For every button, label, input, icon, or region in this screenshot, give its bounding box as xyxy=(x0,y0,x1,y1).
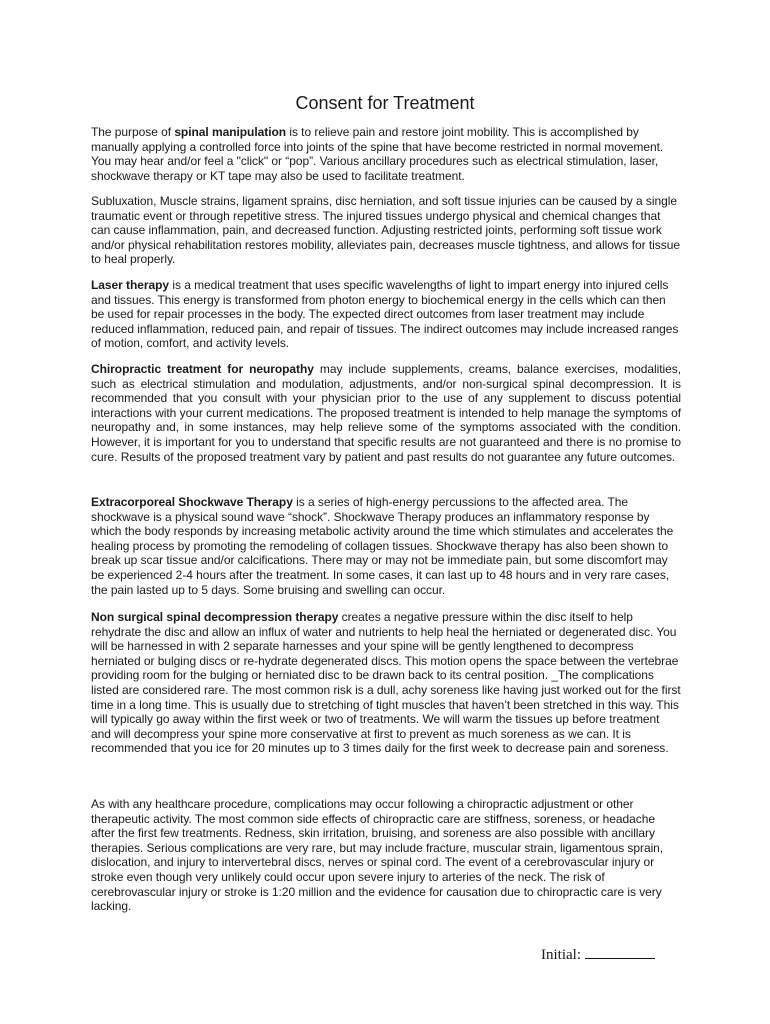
paragraph-body: is to relieve pain and restore joint mobility. This is accomplished by manually applying a controlled force into joints of the spine that have become restricted in normal movement. You may hear and/or feel a "click" or “pop”. Various ancillary procedures such as electrical stimulation, laser, shockwave therapy or KT tape may also be used to facilitate treatment. xyxy=(91,125,664,183)
paragraph-body: is a medical treatment that uses specific wavelengths of light to impart energy into injured cells and tissues. This energy is transformed from photon energy to biochemical energy in the cells which can then be used for repair processes in the body. The expected direct outcomes from laser treatment may include reduced inflammation, reduced pain, and repair of tissues. The indirect outcomes may include increased ranges of motion, comfort, and activity levels. xyxy=(91,278,679,351)
term-spinal-manipulation: spinal manipulation xyxy=(174,125,287,139)
laser-therapy-paragraph xyxy=(91,278,681,351)
page-title: Consent for Treatment xyxy=(295,93,475,113)
spinal-manipulation-paragraph xyxy=(91,125,681,183)
initial-signature-line[interactable] xyxy=(585,944,655,959)
term-spinal-decompression: Non surgical spinal decompression therapy xyxy=(91,610,339,624)
neuropathy-paragraph xyxy=(91,362,681,464)
initial-label: Initial: xyxy=(541,947,581,963)
initial-field xyxy=(541,944,655,964)
decompression-paragraph xyxy=(91,610,681,756)
paragraph-body: Subluxation, Muscle strains, ligament sprains, disc herniation, and soft tissue injuries can be caused by a single traumatic event or through repetitive stress. The injured tissues undergo physical and chemical changes that can cause inflammation, pain, and decreased function. Adjusting restricted joints, performing soft tissue work and/or physical rehabilitation restores mobility, alleviates pain, decreases muscle tightness, and allows for tissue to heal properly. xyxy=(91,194,680,267)
subluxation-paragraph xyxy=(91,194,681,267)
paragraph-lead: The purpose of xyxy=(91,125,175,139)
term-neuropathy-treatment: Chiropractic treatment for neuropathy xyxy=(91,362,314,376)
shockwave-paragraph xyxy=(91,495,681,597)
paragraph-body: is a series of high-energy percussions to the affected area. The shockwave is a physical sound wave “shock”. Shockwave Therapy produces an inflammatory response by which the body responds by increasing metabolic activity around the time which stimulates and accelerates the healing process by promoting the remodeling of collagen tissues. Shockwave therapy has also been shown to break up scar tissue and/or calcifications. There may or may not be immediate pain, but some discomfort may be experienced 2-4 hours after the treatment. In some cases, it can last up to 48 hours and in very rare cases, the pain lasted up to 5 days. Some bruising and swelling can occur. xyxy=(91,495,674,597)
paragraph-body: As with any healthcare procedure, complications may occur following a chiropractic adjustment or other therapeutic activity. The most common side effects of chiropractic care are stiffness, soreness, or headache after the first few treatments. Redness, skin irritation, bruising, and soreness are also possible with ancillary therapies. Serious complications are very rare, but may include fracture, muscular strain, ligamentous sprain, dislocation, and injury to intervertebral discs, nerves or spinal cord. The event of a cerebrovascular injury or stroke even though very unlikely could occur upon severe injury to arteries of the neck. The risk of cerebrovascular injury or stroke is 1:20 million and the evidence for causation due to chiropractic care is very lacking. xyxy=(91,797,664,914)
complications-paragraph xyxy=(91,797,681,914)
paragraph-body: may include supplements, creams, balance exercises, modalities, such as electrical stimulation and modulation, adjustments, and/or non-surgical spinal decompression. It is recommended that you consult with your physician prior to the use of any supplement to discuss potential interactions with your current medications. The proposed treatment is intended to help manage the symptoms of neuropathy and, in some instances, may help relieve some of the symptoms associated with the condition. However, it is important for you to understand that specific results are not guaranteed and there is no promise to cure. Results of the proposed treatment vary by patient and past results do not guarantee any future outcomes. xyxy=(91,362,681,464)
term-laser-therapy: Laser therapy xyxy=(91,278,170,292)
term-shockwave-therapy: Extracorporeal Shockwave Therapy xyxy=(91,495,293,509)
paragraph-body: creates a negative pressure within the disc itself to help rehydrate the disc and allow an influx of water and nutrients to help heal the herniated or degenerated disc. You will be harnessed in with 2 separate harnesses and your spine will be gently lengthened to decompress herniated or bulging discs or re-hydrate degenerated discs. This motion opens the space between the vertebrae providing room for the bulging or herniated disc to be drawn back to its central position. _The complications listed are considered rare. The most common risk is a dull, achy soreness like having just worked out for the first time in a long time. This is usually due to stretching of tight muscles that haven’t been stretched in this way. This will typically go away within the first week or two of treatments. We will warm the tissues up before treatment and will decompress your spine more conservative at first to prevent as much soreness as we can. It is recommended that you ice for 20 minutes up to 3 times daily for the first week to decrease pain and soreness. xyxy=(91,610,681,756)
